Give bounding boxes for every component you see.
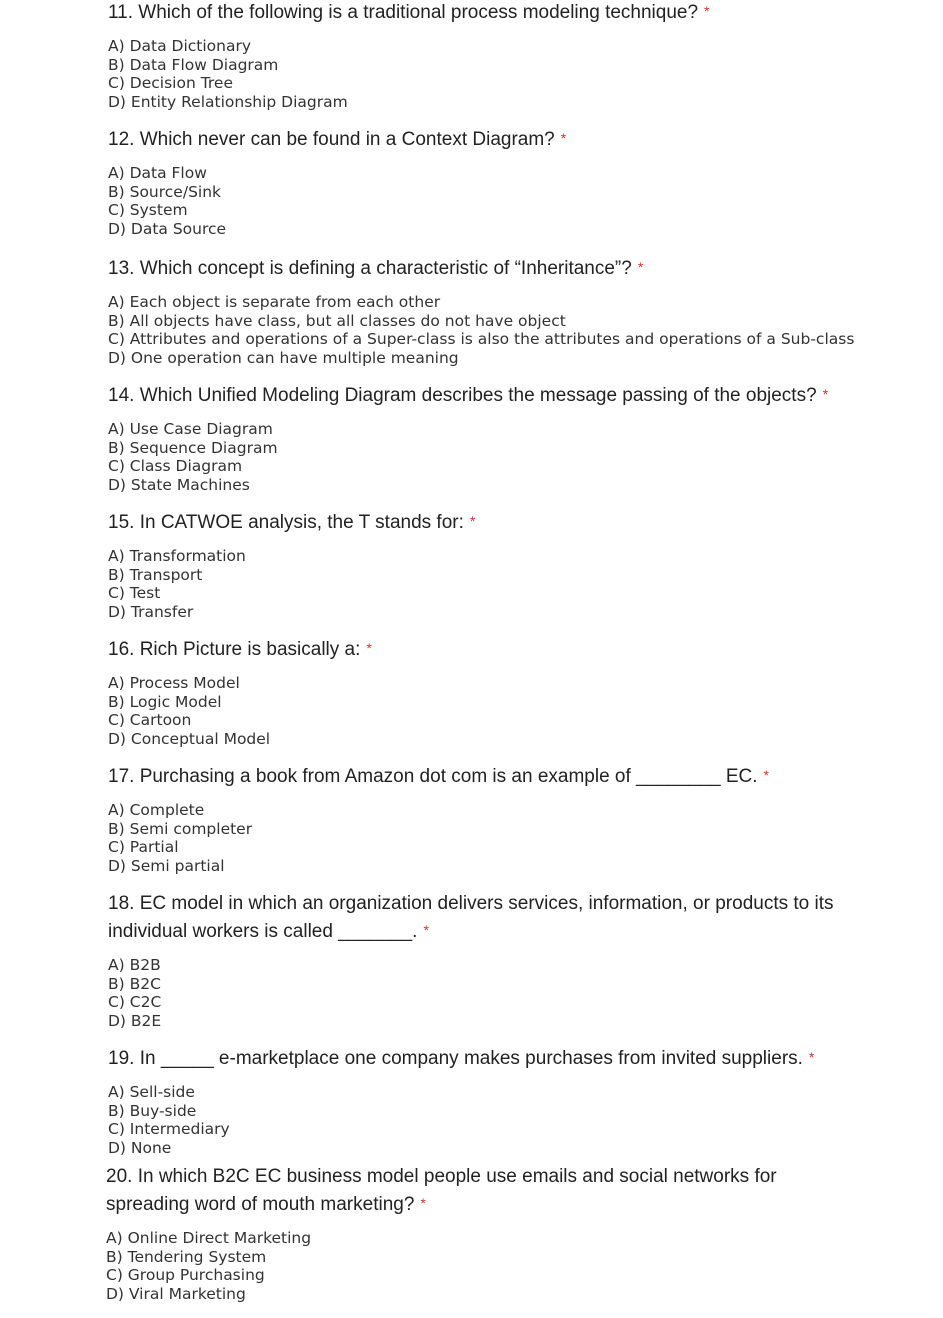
- option-c[interactable]: C) System: [108, 201, 188, 220]
- option-a[interactable]: A) Use Case Diagram: [108, 420, 273, 438]
- required-marker: *: [763, 767, 769, 783]
- option-list: [108, 293, 908, 367]
- option-c[interactable]: C) Group Purchasing: [106, 1266, 265, 1285]
- option-b[interactable]: B) Source/Sink: [108, 182, 222, 201]
- option-list: [108, 674, 908, 748]
- option-list: [108, 420, 908, 494]
- question-11: [108, 0, 908, 111]
- option-d[interactable]: D) Semi partial: [108, 856, 225, 875]
- option-b[interactable]: B) Semi completer: [108, 819, 253, 838]
- required-marker: *: [637, 259, 644, 275]
- question-title: 17. Purchasing a book from Amazon dot com is an example of ________ EC. *: [108, 766, 769, 787]
- required-marker: *: [366, 640, 372, 656]
- option-c[interactable]: C) Class Diagram: [108, 457, 243, 476]
- question-19: [108, 1045, 908, 1157]
- option-c[interactable]: C) Partial: [108, 838, 179, 857]
- option-a[interactable]: A) Online Direct Marketing: [106, 1229, 312, 1247]
- option-d[interactable]: D) None: [108, 1138, 172, 1157]
- option-c[interactable]: C) Attributes and operations of a Super-class is also the attributes and operations of a Sub-class: [108, 330, 855, 349]
- required-marker: *: [420, 1195, 426, 1211]
- option-d[interactable]: D) Viral Marketing: [106, 1284, 246, 1303]
- option-list: [108, 164, 908, 238]
- question-17: [108, 763, 908, 875]
- option-b[interactable]: B) B2C: [108, 974, 161, 993]
- question-title: 14. Which Unified Modeling Diagram describes the message passing of the objects? *: [108, 385, 829, 406]
- required-marker: *: [423, 922, 429, 938]
- option-c[interactable]: C) C2C: [108, 993, 162, 1012]
- option-a[interactable]: A) B2B: [108, 956, 161, 974]
- question-title: 18. EC model in which an organization delivers services, information, or products to its individual workers is called _______. *: [108, 893, 834, 942]
- question-13: [108, 255, 908, 367]
- option-c[interactable]: C) Test: [108, 584, 161, 603]
- option-a[interactable]: A) Transformation: [108, 547, 246, 565]
- question-title: 19. In _____ e-marketplace one company makes purchases from invited suppliers. *: [108, 1048, 815, 1069]
- option-c[interactable]: C) Cartoon: [108, 711, 192, 730]
- question-title: 13. Which concept is defining a characteristic of “Inheritance”? *: [108, 258, 644, 279]
- option-b[interactable]: B) Buy-side: [108, 1101, 197, 1120]
- option-d[interactable]: D) Transfer: [108, 602, 194, 621]
- option-d[interactable]: D) State Machines: [108, 475, 250, 494]
- question-title: 11. Which of the following is a traditional process modeling technique? *: [108, 2, 710, 23]
- option-list: [108, 547, 908, 621]
- question-title: 16. Rich Picture is basically a: *: [108, 639, 372, 660]
- option-d[interactable]: D) One operation can have multiple meaning: [108, 348, 459, 367]
- required-marker: *: [704, 3, 710, 19]
- option-list: [108, 956, 848, 1030]
- option-a[interactable]: A) Data Dictionary: [108, 37, 252, 55]
- question-title: 12. Which never can be found in a Context Diagram? *: [108, 129, 567, 150]
- question-title: 15. In CATWOE analysis, the T stands for: *: [108, 512, 476, 533]
- option-b[interactable]: B) All objects have class, but all classes do not have object: [108, 311, 566, 330]
- required-marker: *: [560, 130, 567, 146]
- option-a[interactable]: A) Complete: [108, 801, 205, 819]
- question-18: [108, 890, 848, 1030]
- required-marker: *: [808, 1049, 815, 1065]
- option-a[interactable]: A) Process Model: [108, 674, 240, 692]
- option-list: [108, 1083, 908, 1157]
- option-b[interactable]: B) Tendering System: [106, 1247, 267, 1266]
- question-16: [108, 636, 908, 748]
- option-b[interactable]: B) Transport: [108, 565, 203, 584]
- question-12: [108, 126, 908, 238]
- option-d[interactable]: D) Entity Relationship Diagram: [108, 92, 348, 111]
- option-a[interactable]: A) Sell-side: [108, 1083, 195, 1101]
- option-d[interactable]: D) B2E: [108, 1011, 162, 1030]
- option-list: [106, 1229, 796, 1303]
- option-a[interactable]: A) Each object is separate from each other: [108, 293, 441, 311]
- option-b[interactable]: B) Logic Model: [108, 692, 222, 711]
- option-a[interactable]: A) Data Flow: [108, 164, 207, 182]
- question-14: [108, 382, 908, 494]
- required-marker: *: [469, 513, 476, 529]
- option-c[interactable]: C) Decision Tree: [108, 74, 234, 93]
- option-c[interactable]: C) Intermediary: [108, 1120, 230, 1139]
- option-b[interactable]: B) Sequence Diagram: [108, 438, 278, 457]
- required-marker: *: [822, 386, 829, 402]
- option-d[interactable]: D) Data Source: [108, 219, 227, 238]
- option-b[interactable]: B) Data Flow Diagram: [108, 55, 279, 74]
- question-15: [108, 509, 908, 621]
- question-title: 20. In which B2C EC business model people use emails and social networks for spreading word of mouth marketing? *: [106, 1166, 777, 1215]
- option-list: [108, 37, 908, 111]
- option-d[interactable]: D) Conceptual Model: [108, 729, 271, 748]
- option-list: [108, 801, 908, 875]
- question-20: [106, 1163, 796, 1303]
